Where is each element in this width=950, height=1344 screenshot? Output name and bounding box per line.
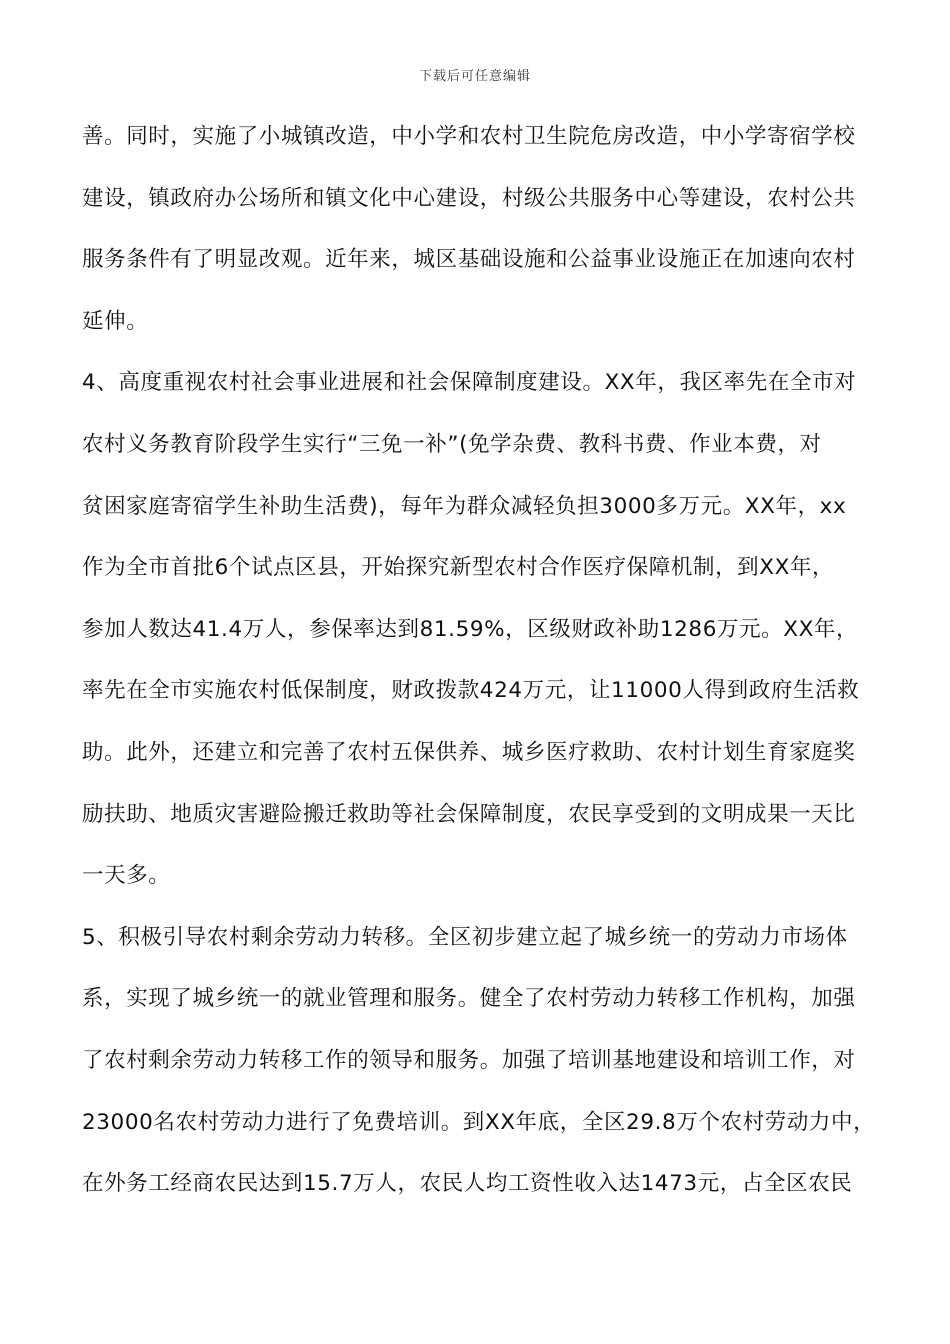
text-line: 参加人数达41.4万人，参保率达到81.59%，区级财政补助1286万元。XX年， bbox=[82, 616, 859, 642]
text-line: 率先在全市实施农村低保制度，财政拨款424万元，让11000人得到政府生活救 bbox=[82, 678, 860, 704]
text-line: 善。同时，实施了小城镇改造，中小学和农村卫生院危房改造，中小学寄宿学校 bbox=[82, 124, 856, 149]
text-line: 了农村剩余劳动力转移工作的领导和服务。加强了培训基地建设和培训工作，对 bbox=[82, 1047, 856, 1073]
text-line: 农村义务教育阶段学生实行“三免一补”(免学杂费、教科书费、作业本费，对 bbox=[82, 431, 822, 457]
text-line: 系，实现了城乡统一的就业管理和服务。健全了农村劳动力转移工作机构，加强 bbox=[82, 986, 856, 1012]
page-header-note: 下载后可任意编辑 bbox=[418, 69, 531, 84]
text-line: 在外务工经商农民达到15.7万人，农民人均工资性收入达1473元，占全区农民 bbox=[82, 1171, 853, 1197]
text-line: 助。此外，还建立和完善了农村五保供养、城乡医疗救助、农村计划生育家庭奖 bbox=[82, 739, 856, 765]
text-line: 23000名农村劳动力进行了免费培训。到XX年底，全区29.8万个农村劳动力中， bbox=[82, 1109, 876, 1135]
text-line: 服务条件有了明显改观。近年来，城区基础设施和公益事业设施正在加速向农村 bbox=[82, 247, 856, 273]
text-line: 励扶助、地质灾害避险搬迁救助等社会保障制度，农民享受到的文明成果一天比 bbox=[82, 801, 856, 827]
text-line: 贫困家庭寄宿学生补助生活费)，每年为群众减轻负担3000多万元。XX年，xx bbox=[82, 493, 847, 519]
document-body bbox=[82, 114, 882, 1223]
text-line: 4、高度重视农村社会事业进展和社会保障制度建设。XX年，我区率先在全市对 bbox=[82, 370, 857, 396]
text-line: 延伸。 bbox=[82, 308, 149, 334]
text-line: 作为全市首批6个试点区县，开始探究新型农村合作医疗保障机制，到XX年， bbox=[82, 555, 835, 581]
text-line: 建设，镇政府办公场所和镇文化中心建设，村级公共服务中心等建设，农村公共 bbox=[82, 185, 856, 211]
text-line: 5、积极引导农村剩余劳动力转移。全区初步建立起了城乡统一的劳动力市场体 bbox=[82, 924, 848, 950]
text-line: 一天多。 bbox=[82, 863, 171, 889]
